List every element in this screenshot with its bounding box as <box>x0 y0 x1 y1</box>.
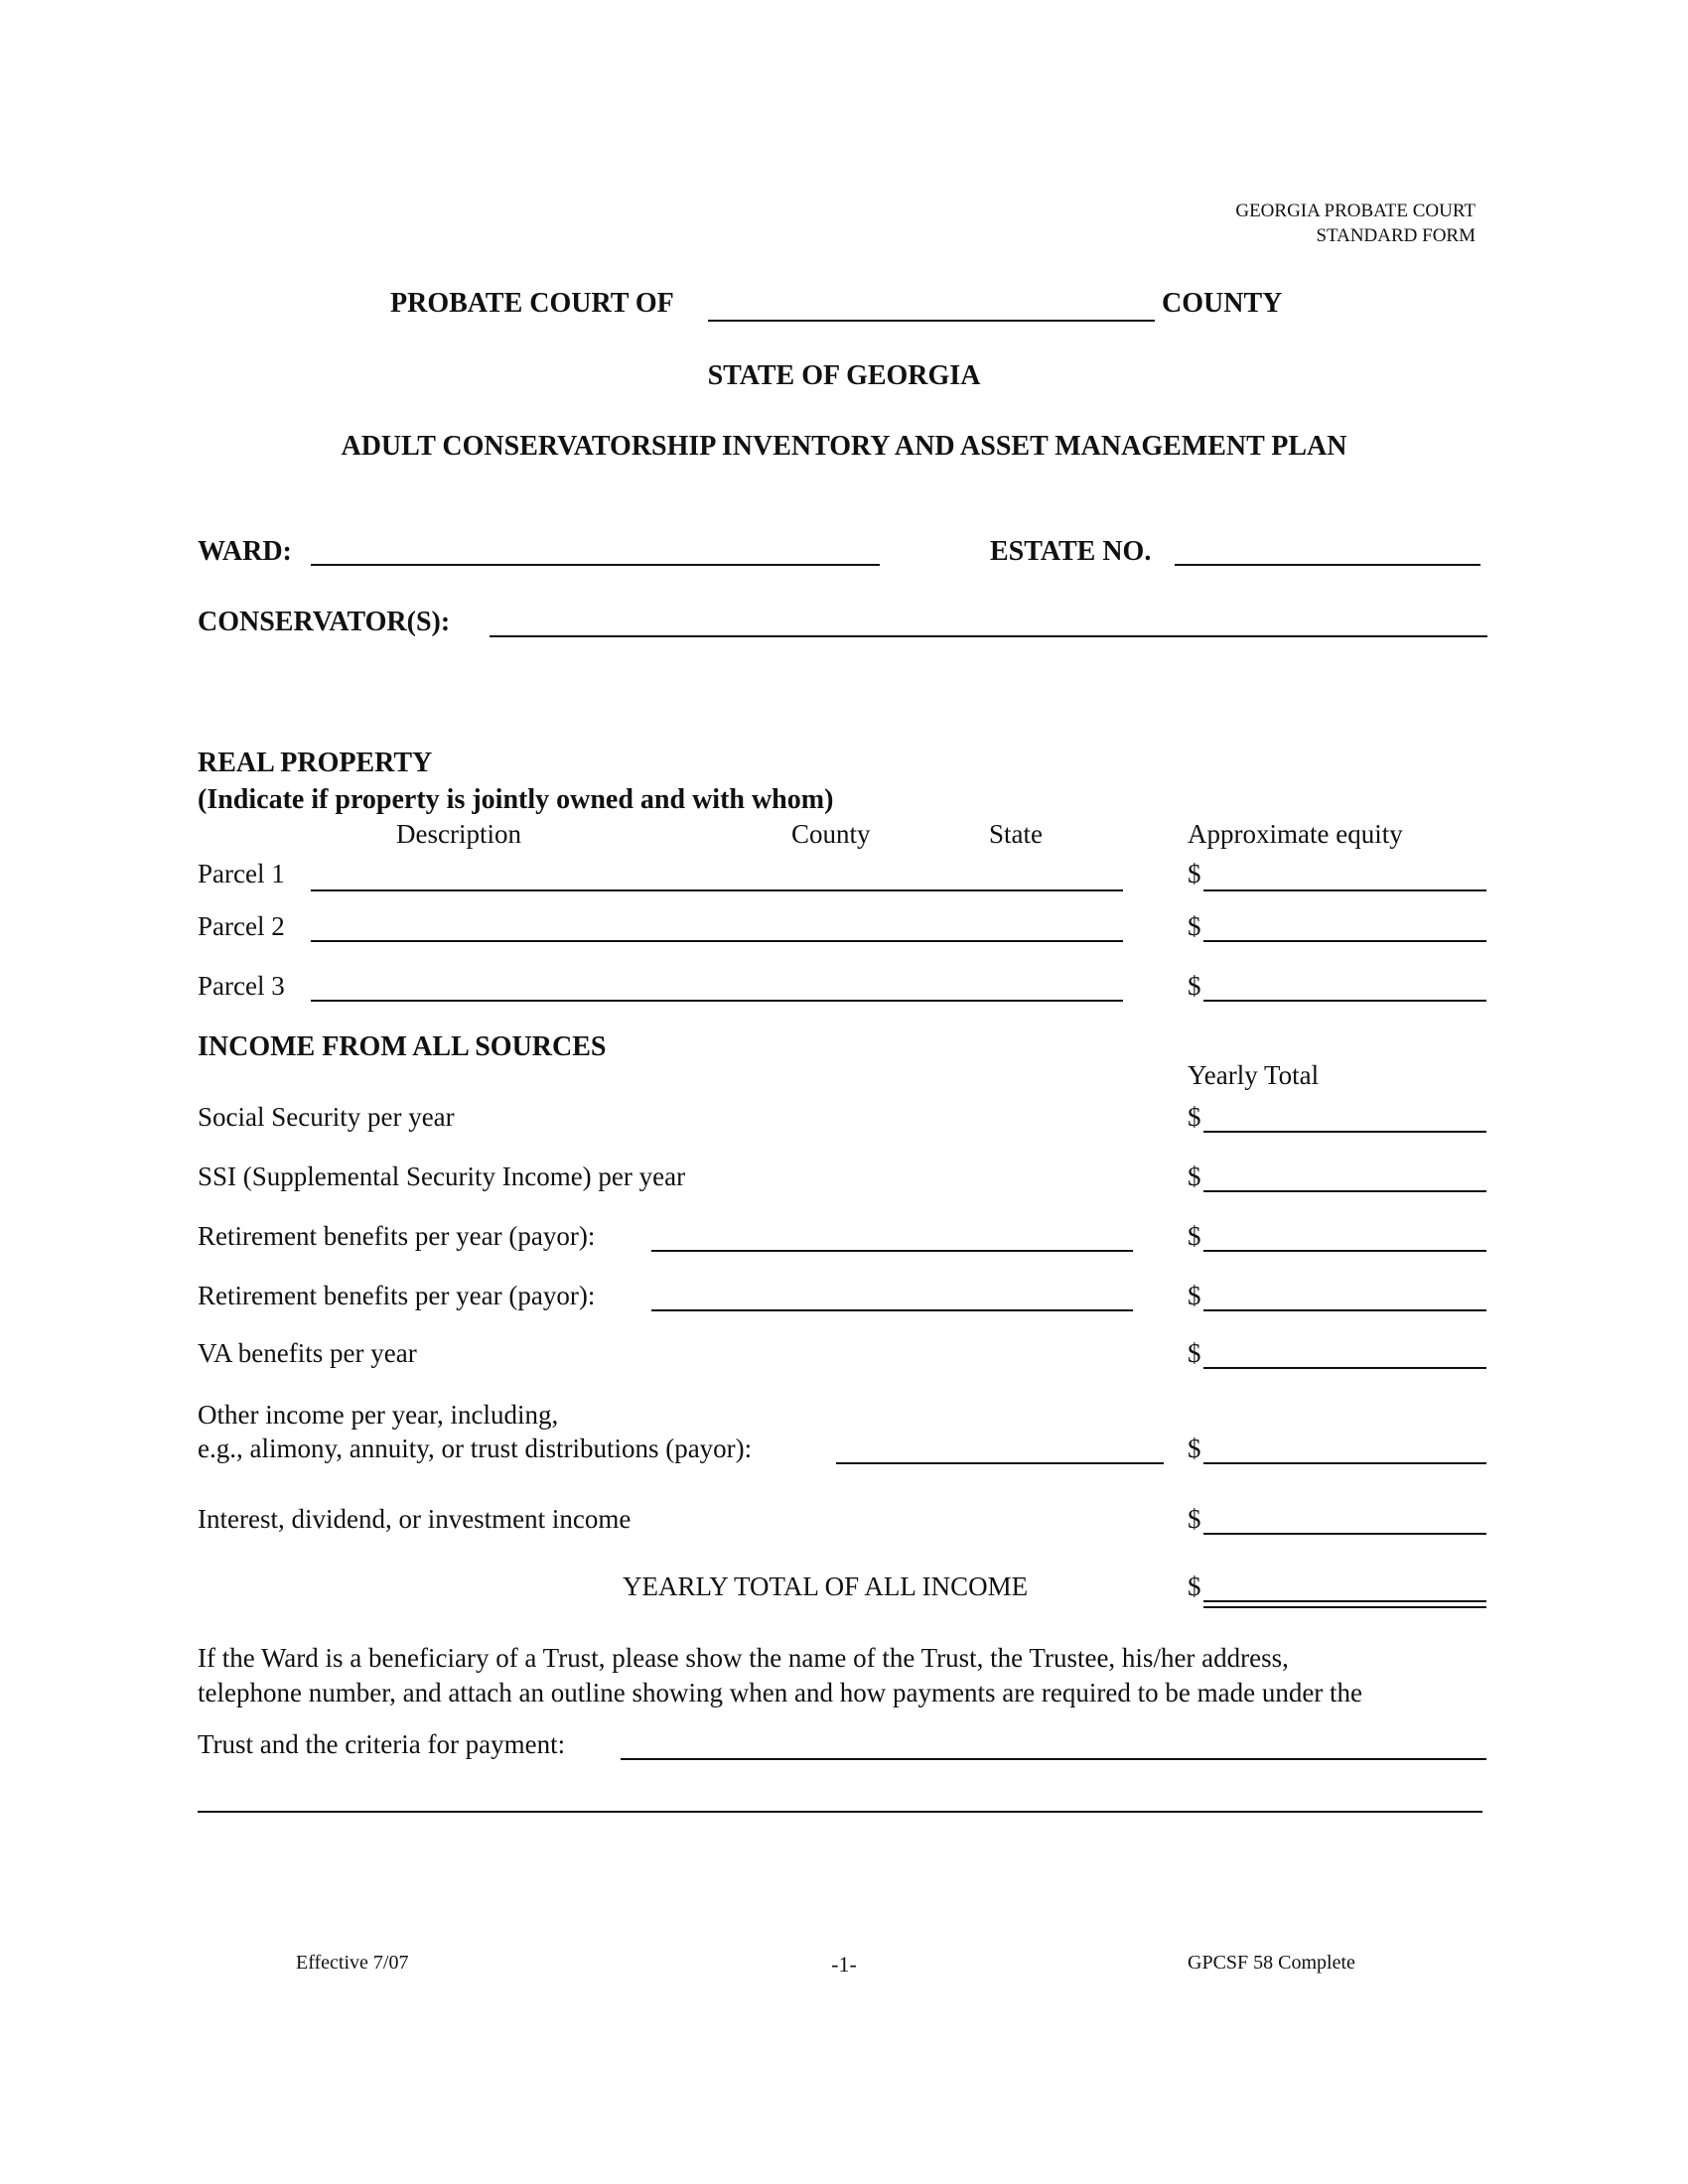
retirement-1-label: Retirement benefits per year (payor): <box>198 1221 596 1251</box>
yearly-total-double-underline <box>1203 1606 1486 1608</box>
yearly-total-header: Yearly Total <box>1188 1060 1320 1090</box>
income-heading: INCOME FROM ALL SOURCES <box>198 1031 607 1062</box>
trust-criteria-input-continued[interactable] <box>198 1811 1482 1813</box>
county-label: COUNTY <box>1162 288 1283 319</box>
parcel-1-dollar: $ <box>1188 859 1201 888</box>
retirement-1-dollar: $ <box>1188 1221 1201 1251</box>
va-benefits-input[interactable] <box>1203 1367 1486 1369</box>
va-benefits-label: VA benefits per year <box>198 1338 417 1368</box>
parcel-1-equity-input[interactable] <box>1203 889 1486 891</box>
trust-text-line3: Trust and the criteria for payment: <box>198 1729 566 1759</box>
retirement-1-amount-input[interactable] <box>1203 1250 1486 1252</box>
other-income-dollar: $ <box>1188 1433 1201 1463</box>
ssi-input[interactable] <box>1203 1190 1486 1192</box>
conservators-label: CONSERVATOR(S): <box>198 607 451 637</box>
parcel-1-input[interactable] <box>311 889 1123 891</box>
yearly-total-all-input[interactable] <box>1203 1600 1486 1602</box>
estate-no-label: ESTATE NO. <box>990 536 1152 567</box>
real-property-heading: REAL PROPERTY <box>198 748 433 778</box>
trust-text-line1: If the Ward is a beneficiary of a Trust, please show the name of the Trust, the Trustee, his/her address, <box>198 1643 1289 1673</box>
retirement-2-label: Retirement benefits per year (payor): <box>198 1281 596 1310</box>
other-income-payor-input[interactable] <box>836 1462 1164 1464</box>
court-name-header <box>1235 199 1476 248</box>
parcel-2-equity-input[interactable] <box>1203 940 1486 942</box>
footer-form-code: GPCSF 58 Complete <box>1188 1952 1355 1974</box>
form-title: ADULT CONSERVATORSHIP INVENTORY AND ASSET MANAGEMENT PLAN <box>341 431 1347 462</box>
parcel-2-label: Parcel 2 <box>198 911 285 941</box>
va-benefits-dollar: $ <box>1188 1338 1201 1368</box>
trust-text-line2: telephone number, and attach an outline showing when and how payments are required to be made under the <box>198 1678 1363 1707</box>
probate-court-of-label: PROBATE COURT OF <box>390 288 674 319</box>
column-equity: Approximate equity <box>1188 819 1403 849</box>
retirement-2-dollar: $ <box>1188 1281 1201 1310</box>
parcel-1-label: Parcel 1 <box>198 859 285 888</box>
ward-label: WARD: <box>198 536 292 567</box>
yearly-total-all-dollar: $ <box>1188 1571 1201 1601</box>
social-security-input[interactable] <box>1203 1131 1486 1133</box>
court-line-1: GEORGIA PROBATE COURT <box>1235 201 1476 221</box>
column-description: Description <box>396 819 521 849</box>
other-income-label-line2: e.g., alimony, annuity, or trust distributions (payor): <box>198 1433 753 1463</box>
parcel-3-input[interactable] <box>311 1000 1123 1002</box>
interest-income-input[interactable] <box>1203 1533 1486 1535</box>
estate-no-input[interactable] <box>1175 564 1480 566</box>
parcel-2-dollar: $ <box>1188 911 1201 941</box>
footer-page-number: -1- <box>831 1952 857 1977</box>
county-name-input[interactable] <box>708 320 1155 322</box>
other-income-amount-input[interactable] <box>1203 1462 1486 1464</box>
retirement-2-amount-input[interactable] <box>1203 1309 1486 1311</box>
column-county: County <box>791 819 871 849</box>
retirement-2-payor-input[interactable] <box>651 1309 1133 1311</box>
parcel-3-equity-input[interactable] <box>1203 1000 1486 1002</box>
ssi-dollar: $ <box>1188 1161 1201 1191</box>
state-title: STATE OF GEORGIA <box>707 360 981 391</box>
interest-income-dollar: $ <box>1188 1504 1201 1534</box>
retirement-1-payor-input[interactable] <box>651 1250 1133 1252</box>
ward-input[interactable] <box>311 564 880 566</box>
parcel-2-input[interactable] <box>311 940 1123 942</box>
trust-criteria-input[interactable] <box>621 1758 1486 1760</box>
conservators-input[interactable] <box>490 635 1487 637</box>
parcel-3-dollar: $ <box>1188 971 1201 1001</box>
parcel-3-label: Parcel 3 <box>198 971 285 1001</box>
interest-income-label: Interest, dividend, or investment income <box>198 1504 632 1534</box>
ssi-label: SSI (Supplemental Security Income) per year <box>198 1161 686 1191</box>
other-income-label-line1: Other income per year, including, <box>198 1400 559 1430</box>
column-state: State <box>989 819 1043 849</box>
court-line-2: STANDARD FORM <box>1316 225 1476 246</box>
real-property-note: (Indicate if property is jointly owned and with whom) <box>198 784 834 815</box>
social-security-label: Social Security per year <box>198 1102 455 1132</box>
footer-effective-date: Effective 7/07 <box>296 1952 409 1974</box>
yearly-total-all-label: YEARLY TOTAL OF ALL INCOME <box>623 1571 1029 1601</box>
social-security-dollar: $ <box>1188 1102 1201 1132</box>
